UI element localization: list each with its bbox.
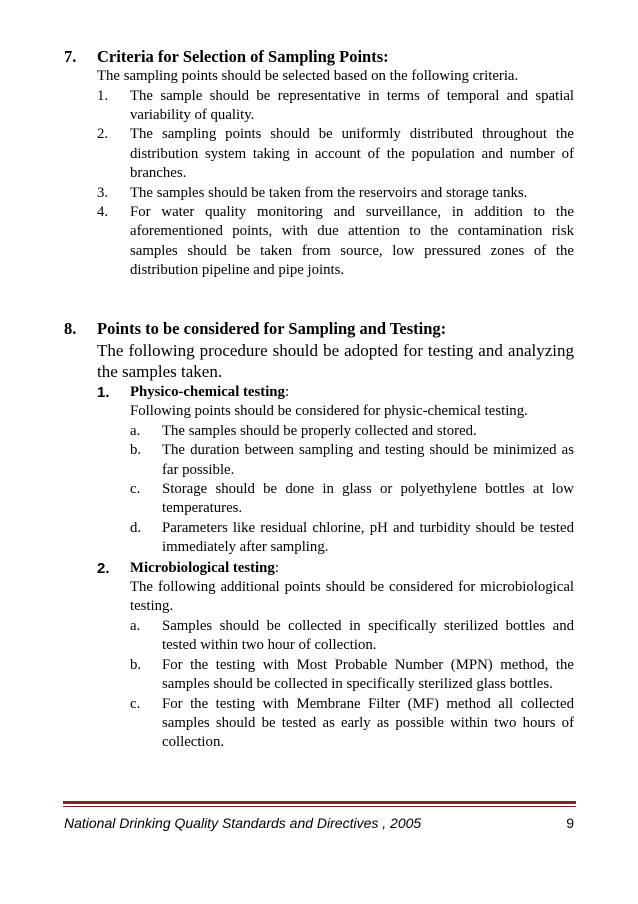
list-item-letter: a. bbox=[130, 617, 141, 634]
section-8-title: Points to be considered for Sampling and Testing: bbox=[97, 319, 447, 338]
list-item-letter: b. bbox=[130, 442, 142, 459]
subsection-physico-chemical bbox=[97, 383, 574, 558]
list-item-number: 1. bbox=[97, 87, 109, 104]
section-7-title: Criteria for Selection of Sampling Points: bbox=[97, 47, 389, 66]
subsection-heading bbox=[97, 559, 574, 578]
section-7-intro: The sampling points should be selected based on the following criteria. bbox=[97, 68, 519, 84]
list-item-number: 3. bbox=[97, 184, 109, 201]
footer-rule-thick bbox=[63, 801, 576, 804]
footer bbox=[64, 814, 574, 832]
subsection-number: 1. bbox=[97, 384, 110, 401]
list-item bbox=[130, 422, 574, 441]
list-item-text: Storage should be done in glass or polyethylene bottles at low temperatures. bbox=[162, 481, 574, 517]
subsection-colon: : bbox=[284, 384, 290, 400]
footer-rule-thin bbox=[63, 806, 576, 807]
subsection-number: 2. bbox=[97, 559, 110, 577]
subsection-intro-text: Following points should be considered for physic-chemical testing. bbox=[130, 403, 528, 420]
section-7-heading bbox=[64, 46, 574, 67]
list-item-text: For the testing with Membrane Filter (MF) method all collected samples should be tested as early as possible within two hours of collection. bbox=[162, 695, 574, 751]
subsection-intro bbox=[130, 402, 574, 421]
section-8 bbox=[64, 318, 574, 753]
list-item bbox=[130, 617, 574, 656]
section-8-intro: The following procedure should be adopted for testing and analyzing the samples taken. bbox=[97, 341, 574, 381]
list-item-letter: c. bbox=[130, 695, 141, 712]
list-item bbox=[130, 695, 574, 753]
section-8-heading bbox=[64, 318, 574, 339]
list-item bbox=[130, 656, 574, 695]
list-item-text: For the testing with Most Probable Number (MPN) method, the samples should be collected in specifically sterilized glass bottles. bbox=[162, 656, 574, 693]
list-item-letter: d. bbox=[130, 519, 142, 536]
list-item bbox=[130, 441, 574, 480]
subsection-microbiological bbox=[97, 559, 574, 753]
criteria-list bbox=[97, 87, 574, 281]
subsection-colon: : bbox=[274, 559, 279, 576]
subsection-title: Physico-chemical testing bbox=[130, 384, 285, 400]
list-item-letter: b. bbox=[130, 656, 142, 673]
subsection-heading bbox=[97, 383, 574, 402]
list-item-text: The duration between sampling and testing should be minimized as far possible. bbox=[162, 442, 574, 478]
subsection-intro bbox=[130, 578, 574, 617]
list-item bbox=[97, 87, 574, 126]
list-item-letter: a. bbox=[130, 422, 141, 439]
section-7-number: 7. bbox=[64, 47, 77, 66]
section-7 bbox=[64, 46, 574, 281]
list-item-text: The sampling points should be uniformly distributed throughout the distribution system taking in account of the population and number of branches. bbox=[130, 126, 574, 182]
list-item-number: 4. bbox=[97, 203, 109, 220]
list-item bbox=[97, 203, 574, 281]
list-item-letter: c. bbox=[130, 481, 141, 498]
page-number: 9 bbox=[566, 815, 574, 831]
section-8-number: 8. bbox=[64, 319, 77, 338]
list-item-number: 2. bbox=[97, 126, 109, 143]
list-item-text: The sample should be representative in terms of temporal and spatial variability of quality. bbox=[130, 87, 574, 123]
list-item bbox=[97, 184, 574, 203]
list-item-text: The samples should be properly collected and stored. bbox=[162, 422, 477, 439]
list-item-text: Samples should be collected in specifically sterilized bottles and tested within two hour of collection. bbox=[162, 617, 574, 654]
subsection-intro-text: The following additional points should be considered for microbiological testing. bbox=[130, 579, 574, 615]
list-item bbox=[130, 480, 574, 519]
list-item-text: Parameters like residual chlorine, pH and turbidity should be tested immediately after sampling. bbox=[162, 519, 574, 556]
list-item-text: For water quality monitoring and surveillance, in addition to the aforementioned points, with due attention to the contamination risk samples should be taken from source, low pressured zones of the distribution pipeline and pipe joints. bbox=[130, 203, 574, 279]
list-item bbox=[97, 125, 574, 183]
subsection-title: Microbiological testing bbox=[130, 559, 275, 576]
list-item-text: The samples should be taken from the reservoirs and storage tanks. bbox=[130, 184, 528, 201]
footer-title: National Drinking Quality Standards and Directives , 2005 bbox=[64, 815, 422, 831]
list-item bbox=[130, 519, 574, 558]
